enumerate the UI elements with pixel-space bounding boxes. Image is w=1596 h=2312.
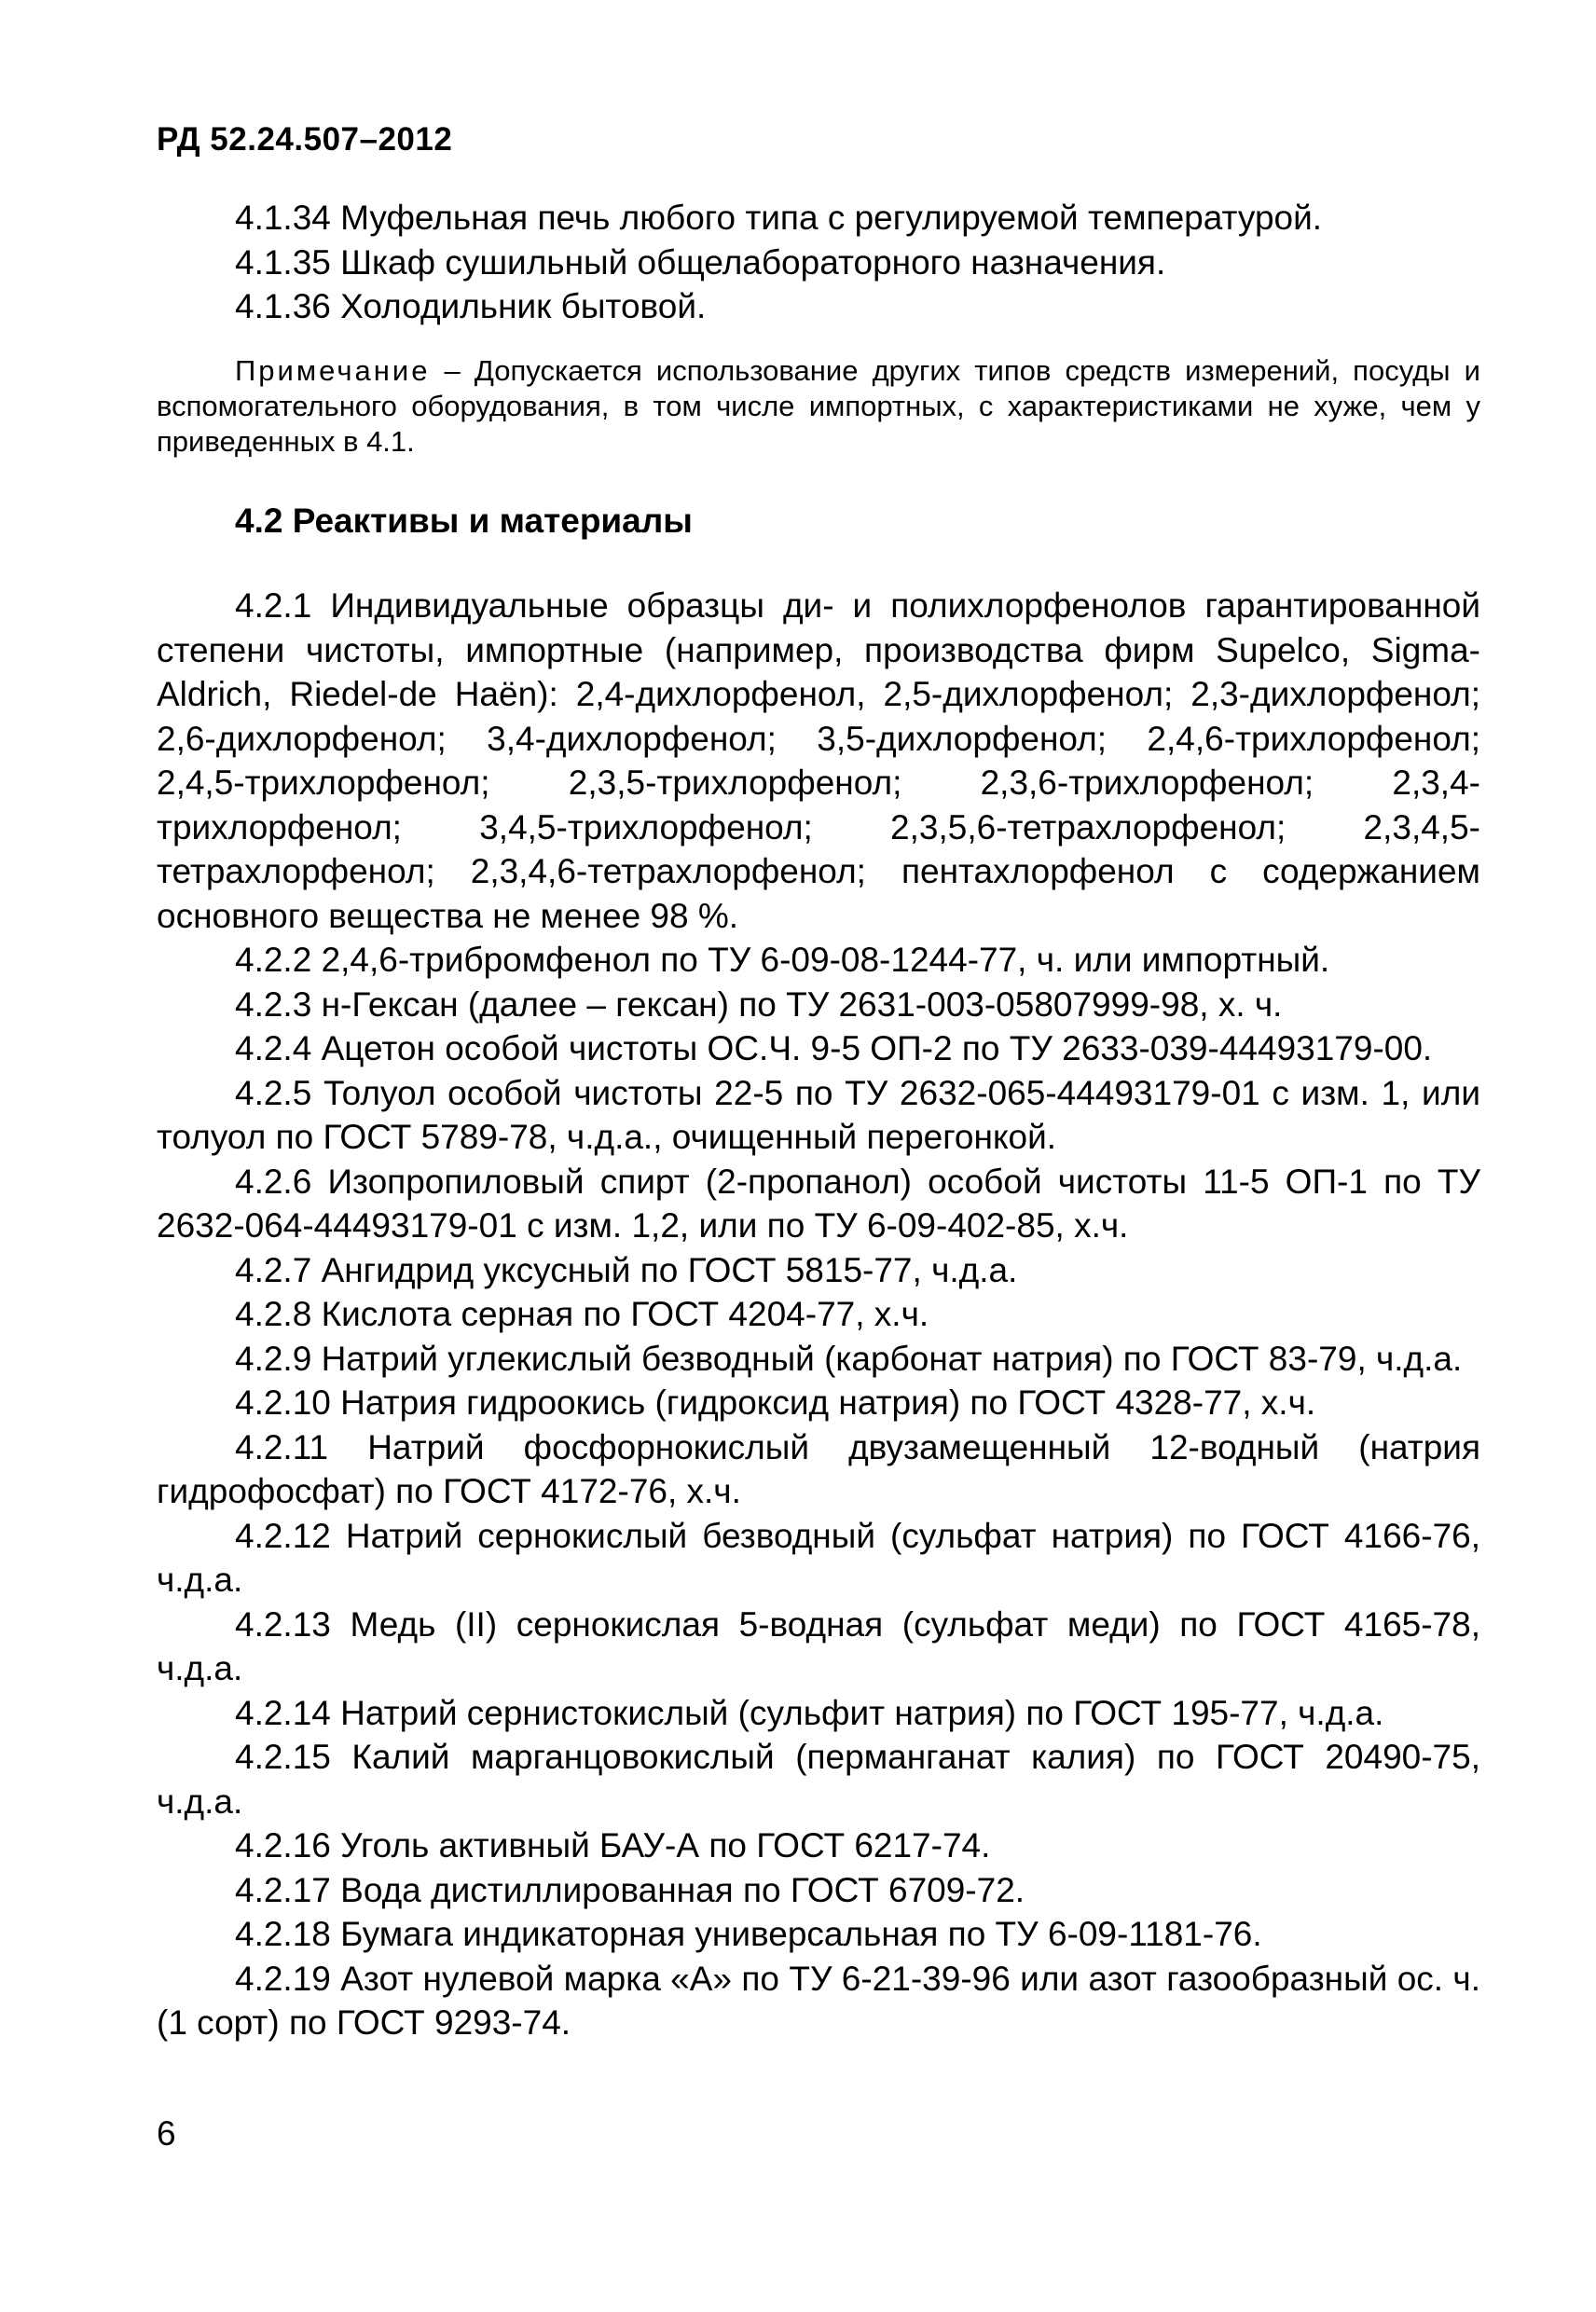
document-code: РД 52.24.507–2012 xyxy=(157,121,453,158)
note-paragraph xyxy=(157,353,1480,460)
list-item: 4.2.16 Уголь активный БАУ-А по ГОСТ 6217-74. xyxy=(235,1826,991,1865)
list-item: 4.2.19 Азот нулевой марка «А» по ТУ 6-21-39-96 или азот газообразный ос. ч. (1 сорт) по ГОСТ 9293-74. xyxy=(157,1959,1480,2042)
list-item: 4.2.6 Изопропиловый спирт (2-пропанол) особой чистоты 11-5 ОП-1 по ТУ 2632-064-44493179-01 с изм. 1,2, или по ТУ 6-09-402-85, х.ч. xyxy=(157,1162,1480,1245)
list-item: 4.2.7 Ангидрид уксусный по ГОСТ 5815-77, ч.д.а. xyxy=(235,1250,1018,1289)
note-text: – Допускается использование других типов средств измерений, посуды и вспомогательного оборудования, в том числе импортных, с характеристиками не хуже, чем у приведенных в 4.1. xyxy=(157,353,1480,458)
list-item: 4.2.18 Бумага индикаторная универсальная по ТУ 6-09-1181-76. xyxy=(235,1915,1262,1953)
section-heading: 4.2 Реактивы и материалы xyxy=(235,501,693,540)
list-item: 4.2.17 Вода дистиллированная по ГОСТ 6709-72. xyxy=(235,1870,1025,1909)
list-item: 4.1.34 Муфельная печь любого типа с регулируемой температурой. xyxy=(235,199,1323,237)
list-item: 4.1.36 Холодильник бытовой. xyxy=(235,287,707,325)
list-item: 4.2.11 Натрий фосфорнокислый двузамещенный 12-водный (натрия гидрофосфат) по ГОСТ 4172-76, х.ч. xyxy=(157,1427,1480,1510)
note-label: Примечание xyxy=(235,353,431,387)
list-item: 4.2.3 н-Гексан (далее – гексан) по ТУ 2631-003-05807999-98, х. ч. xyxy=(235,984,1283,1024)
list-item: 4.2.9 Натрий углекислый безводный (карбонат натрия) по ГОСТ 83-79, ч.д.а. xyxy=(235,1339,1463,1378)
list-item: 4.1.35 Шкаф сушильный общелабораторного назначения. xyxy=(235,242,1166,282)
list-item: 4.2.10 Натрия гидроокись (гидроксид натрия) по ГОСТ 4328-77, х.ч. xyxy=(235,1383,1316,1422)
list-item: 4.2.15 Калий марганцовокислый (перманганат калия) по ГОСТ 20490-75, ч.д.а. xyxy=(157,1738,1480,1821)
list-item: 4.2.4 Ацетон особой чистоты ОС.Ч. 9-5 ОП-2 по ТУ 2633-039-44493179-00. xyxy=(235,1029,1433,1067)
list-item: 4.2.14 Натрий сернистокислый (сульфит натрия) по ГОСТ 195-77, ч.д.а. xyxy=(235,1693,1384,1732)
list-item: 4.2.2 2,4,6-трибромфенол по ТУ 6-09-08-1244-77, ч. или импортный. xyxy=(235,941,1330,979)
list-item: 4.2.1 Индивидуальные образцы ди- и полихлорфенолов гарантированной степени чистоты, импортные (например, производства фирм Supelco, Sigma-Aldrich, Riedel-de Haën): 2,4-дихлорфенол, 2,5-дихлорфенол; 2,3-дихлорфенол; 2,6-дихлорфенол; 3,4-дихлорфенол; 3,5-дихлорфенол; 2,4,6-трихлорфенол; 2,4,5-трихлорфенол; 2,3,5-трихлорфенол; 2,3,6-трихлорфенол; 2,3,4-трихлорфенол; 3,4,5-трихлорфенол; 2,3,5,6-тетрахлорфенол; 2,3,4,5-тетрахлорфенол; 2,3,4,6-тетрахлорфенол; пентахлорфенол с содержанием основного вещества не менее 98 %. xyxy=(157,586,1480,935)
page-number: 6 xyxy=(157,2114,176,2153)
list-item: 4.2.13 Медь (II) сернокислая 5-водная (сульфат меди) по ГОСТ 4165-78, ч.д.а. xyxy=(157,1604,1480,1687)
list-item: 4.2.12 Натрий сернокислый безводный (сульфат натрия) по ГОСТ 4166-76, ч.д.а. xyxy=(157,1516,1480,1599)
list-item: 4.2.5 Толуол особой чистоты 22-5 по ТУ 2632-065-44493179-01 с изм. 1, или толуол по ГОСТ 5789-78, ч.д.а., очищенный перегонкой. xyxy=(157,1073,1480,1156)
page-content xyxy=(157,196,1480,2045)
list-item: 4.2.8 Кислота серная по ГОСТ 4204-77, х.ч. xyxy=(235,1295,929,1333)
